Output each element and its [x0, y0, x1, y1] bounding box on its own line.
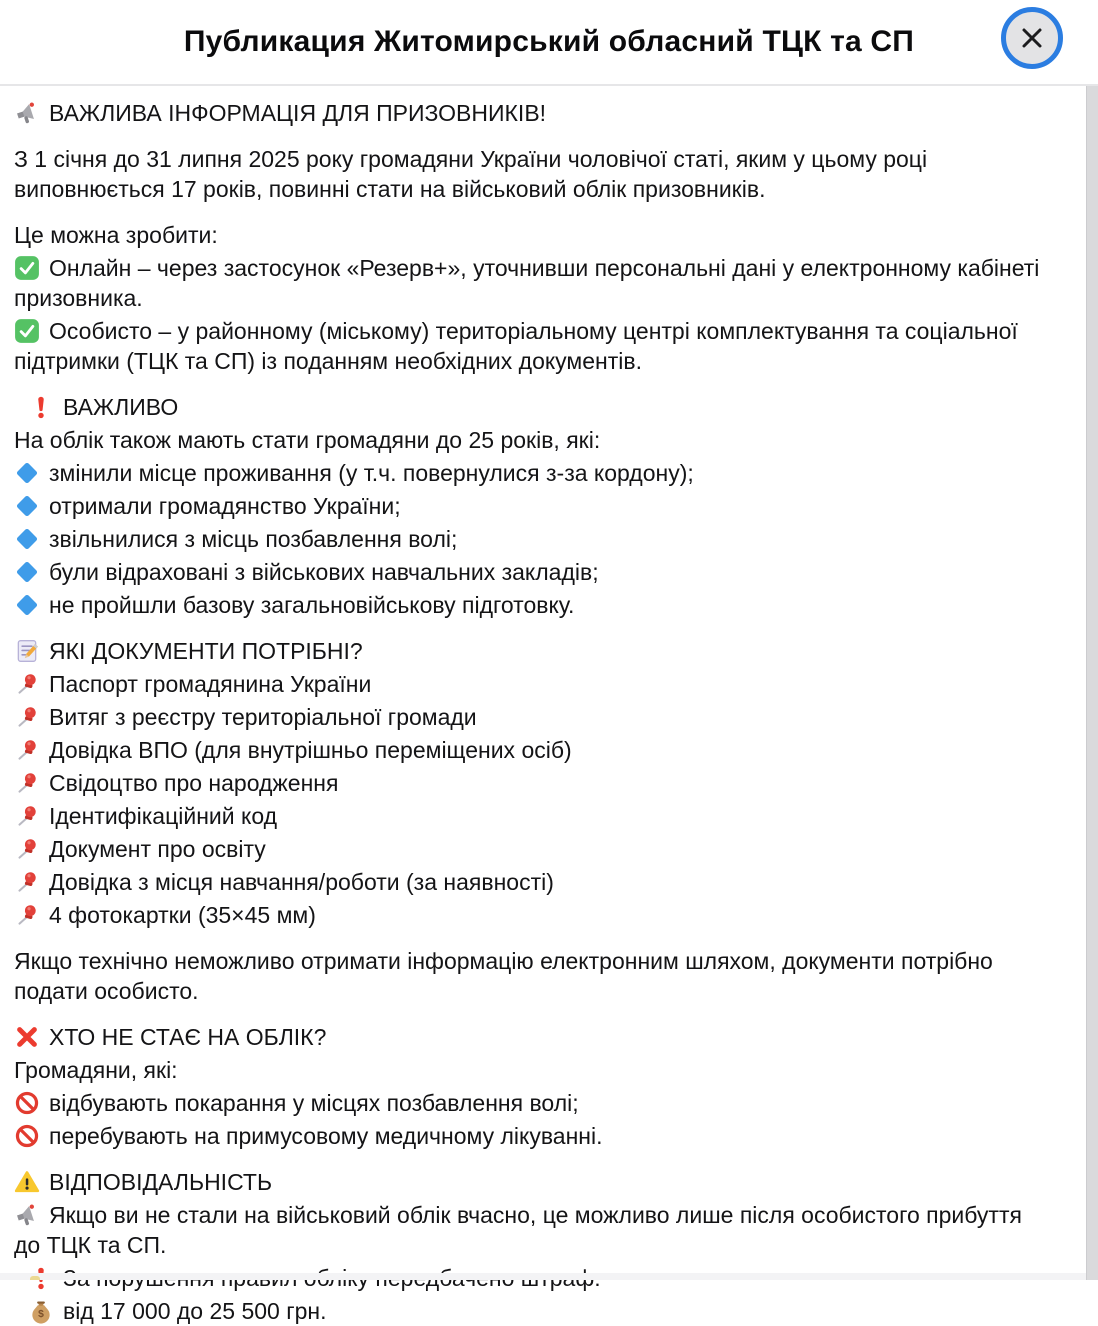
line-text: Онлайн – через застосунок «Резерв+», уточнивши персональні дані у електронному кабінеті призовника. — [14, 255, 1040, 311]
line-text: перебувають на примусовому медичному лікуванні. — [49, 1123, 603, 1149]
line-text: На облік також мають стати громадяни до 25 років, які: — [14, 427, 601, 453]
line-text: ХТО НЕ СТАЄ НА ОБЛІК? — [49, 1024, 327, 1050]
line-text: Якщо технічно неможливо отримати інформацію електронним шляхом, документи потрібно подати особисто. — [14, 948, 993, 1004]
line-text: були відраховані з військових навчальних закладів; — [49, 559, 599, 585]
content-line — [14, 735, 1046, 765]
line-text: звільнилися з місць позбавлення волі; — [49, 526, 458, 552]
line-text: ВАЖЛИВО — [63, 394, 179, 420]
prohibited-icon — [14, 1123, 40, 1149]
content-line — [14, 253, 1046, 313]
line-text: відбувають покарання у місцях позбавлення волі; — [49, 1090, 579, 1116]
content-line — [14, 1200, 1046, 1260]
close-button[interactable] — [1001, 7, 1063, 69]
line-text: змінили місце проживання (у т.ч. повернулися з-за кордону); — [49, 460, 694, 486]
line-text: не пройшли базову загальновійськову підготовку. — [49, 592, 575, 618]
memo-icon — [14, 638, 40, 664]
content-line — [14, 1022, 1046, 1052]
diamond-icon — [14, 592, 40, 618]
dialog-title: Публикация Житомирський обласний ТЦК та СП — [183, 25, 915, 58]
content-line — [14, 1055, 1046, 1085]
content-line — [14, 98, 1046, 128]
line-text: отримали громадянство України; — [49, 493, 401, 519]
line-text: Паспорт громадянина України — [49, 671, 372, 697]
pushpin-icon — [14, 869, 40, 895]
pushpin-icon — [14, 803, 40, 829]
diamond-icon — [14, 526, 40, 552]
close-icon — [1017, 23, 1047, 53]
content-line — [14, 768, 1046, 798]
bottom-divider — [0, 1273, 1086, 1280]
content-line — [14, 144, 1046, 204]
loudspeaker-icon — [14, 100, 40, 126]
content-line — [14, 867, 1046, 897]
pushpin-icon — [14, 836, 40, 862]
svg-text:$: $ — [38, 1309, 44, 1321]
content-line — [14, 316, 1046, 376]
line-text: 4 фотокартки (35×45 мм) — [49, 902, 316, 928]
cutoff-emoji-sliver — [30, 1276, 40, 1280]
content-line — [14, 636, 1046, 666]
content-line — [14, 702, 1046, 732]
content-line — [14, 801, 1046, 831]
content-line — [14, 425, 1046, 455]
pushpin-icon — [14, 671, 40, 697]
prohibited-icon — [14, 1090, 40, 1116]
exclamation-icon — [28, 394, 54, 420]
content-line — [14, 1121, 1046, 1151]
content-line — [14, 834, 1046, 864]
line-text: Ідентифікаційний код — [49, 803, 278, 829]
pushpin-icon — [14, 902, 40, 928]
dialog-header — [0, 0, 1098, 86]
publication-body — [0, 86, 1086, 1324]
line-text: Документ про освіту — [49, 836, 266, 862]
scrollbar[interactable] — [1086, 86, 1098, 1280]
cross-icon — [14, 1024, 40, 1050]
content-line — [14, 491, 1046, 521]
content-line — [14, 458, 1046, 488]
warning-icon — [14, 1169, 40, 1195]
moneybag-icon — [28, 1298, 54, 1324]
content-line — [14, 1167, 1046, 1197]
check-icon — [14, 255, 40, 281]
diamond-icon — [14, 559, 40, 585]
content-lines — [14, 98, 1046, 1326]
line-text: Це можна зробити: — [14, 222, 218, 248]
line-text: Якщо ви не стали на військовий облік вчасно, це можливо лише після особистого прибуття до ТЦК та СП. — [14, 1202, 1022, 1258]
pushpin-icon — [14, 704, 40, 730]
diamond-icon — [14, 493, 40, 519]
content-line — [14, 590, 1046, 620]
line-text: Довідка з місця навчання/роботи (за наявності) — [49, 869, 554, 895]
line-text: ВАЖЛИВА ІНФОРМАЦІЯ ДЛЯ ПРИЗОВНИКІВ! — [49, 100, 547, 126]
pushpin-icon — [14, 770, 40, 796]
line-text: З 1 січня до 31 липня 2025 року громадяни України чоловічої статі, яким у цьому році виповнюється 17 років, повинні стати на військовий облік призовників. — [14, 146, 928, 202]
line-text: Витяг з реєстру територіальної громади — [49, 704, 477, 730]
line-text: ЯКІ ДОКУМЕНТИ ПОТРІБНІ? — [49, 638, 363, 664]
line-text: ВІДПОВІДАЛЬНІСТЬ — [49, 1169, 273, 1195]
content-line — [14, 900, 1046, 930]
line-text: Свідоцтво про народження — [49, 770, 339, 796]
line-text: Особисто – у районному (міському) територіальному центрі комплектування та соціальної підтримки (ТЦК та СП) із поданням необхідних документів. — [14, 318, 1018, 374]
check-icon — [14, 318, 40, 344]
content-line — [14, 524, 1046, 554]
content-line — [14, 946, 1046, 1006]
content-line — [14, 557, 1046, 587]
content-line — [14, 220, 1046, 250]
line-text: Довідка ВПО (для внутрішньо переміщених осіб) — [49, 737, 572, 763]
line-text: від 17 000 до 25 500 грн. — [63, 1298, 327, 1324]
diamond-icon — [14, 460, 40, 486]
loudspeaker-icon — [14, 1202, 40, 1228]
line-text: Громадяни, які: — [14, 1057, 178, 1083]
pushpin-icon — [14, 737, 40, 763]
content-line — [14, 1088, 1046, 1118]
content-line — [14, 669, 1046, 699]
content-line — [14, 1296, 1046, 1326]
content-line — [14, 392, 1046, 422]
